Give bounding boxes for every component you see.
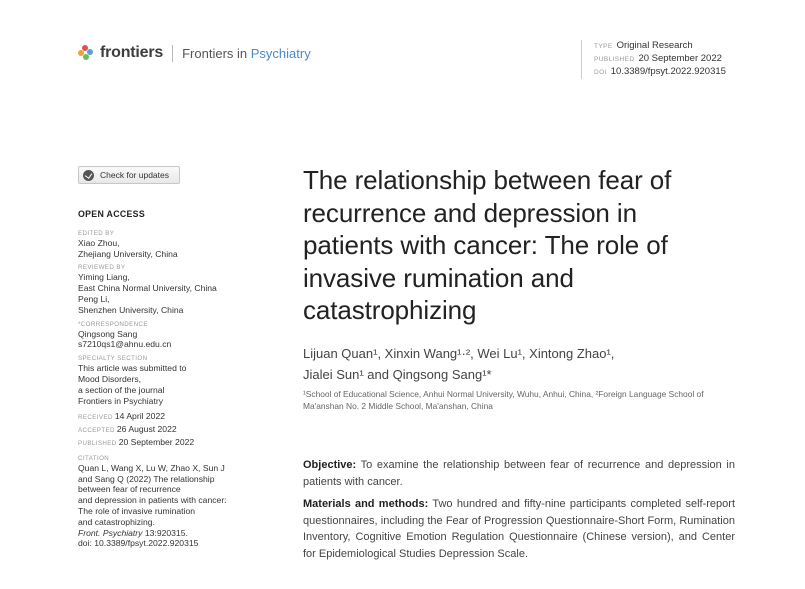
abstract-objective: Objective: To examine the relationship between fear of recurrence and depression in patients with cancer.	[303, 459, 735, 488]
citation-doi[interactable]: doi: 10.3389/fpsyt.2022.920315	[78, 538, 199, 549]
specialty-label: SPECIALTY SECTION	[78, 355, 148, 363]
edited-by-label: EDITED BY	[78, 229, 115, 237]
brand-name[interactable]: frontiers	[100, 44, 164, 61]
authors-line: Jialei Sun¹ and Qingsong Sang¹*	[303, 367, 492, 382]
authors-line: Lijuan Quan¹, Xinxin Wang¹·², Wei Lu¹, Xintong Zhao¹,	[303, 346, 615, 361]
reviewer-line: Yiming Liang,	[78, 272, 130, 283]
reviewer-line: East China Normal University, China	[78, 283, 217, 294]
citation-label: CITATION	[78, 454, 110, 462]
open-access-label: OPEN ACCESS	[78, 209, 146, 219]
reviewed-by-label: REVIEWED BY	[78, 264, 126, 272]
citation-journal-line: Front. Psychiatry 13:920315.	[78, 527, 188, 538]
specialty-line: This article was submitted to	[78, 363, 187, 374]
correspondence-name: Qingsong Sang	[78, 328, 138, 339]
article-meta	[581, 40, 726, 79]
article-title: The relationship between fear of recurrence and depression in patients with cancer: The role of invasive rumination and catastrophizing	[303, 165, 672, 325]
citation-line: between fear of recurrence	[78, 484, 181, 495]
citation-line: and catastrophizing.	[78, 516, 155, 527]
abstract-methods: Materials and methods: Two hundred and fifty-nine participants completed self-report questionnaires, including the Fear of Progression Questionnaire-Short Form, Rumination Inventory, Cognitive Emotion Regulation Questionnaire (Chinese version), and Center for Epidemiological Studies Depression Scale.	[303, 498, 735, 560]
correspondence-email[interactable]: s7210qs1@ahnu.edu.cn	[78, 339, 172, 350]
reviewer-line: Peng Li,	[78, 293, 110, 304]
edited-by-line: Zhejiang University, China	[78, 248, 178, 259]
abstract	[303, 457, 735, 568]
specialty-line: Frontiers in Psychiatry	[78, 395, 164, 406]
correspondence-label: *CORRESPONDENCE	[78, 320, 148, 328]
meta-published: PUBLISHED 20 September 2022	[594, 53, 722, 64]
check-updates-icon	[83, 170, 94, 181]
check-for-updates-button[interactable]	[78, 166, 180, 184]
meta-doi[interactable]: DOI 10.3389/fpsyt.2022.920315	[594, 66, 726, 77]
specialty-line: Mood Disorders,	[78, 373, 142, 384]
accepted-row: ACCEPTED 26 August 2022	[78, 424, 177, 435]
reviewer-line: Shenzhen University, China	[78, 304, 184, 315]
affiliations: ¹School of Educational Science, Anhui Normal University, Wuhu, Anhui, China, ²Foreign Language School of Ma'anshan No. 2 Middle School, Ma'anshan, China	[303, 389, 704, 411]
received-row: RECEIVED 14 April 2022	[78, 411, 166, 422]
journal-header	[78, 44, 311, 62]
citation-line: Quan L, Wang X, Lu W, Zhao X, Sun J	[78, 462, 225, 473]
specialty-line: a section of the journal	[78, 384, 165, 395]
check-updates-label: Check for updates	[100, 170, 169, 180]
sidebar	[78, 209, 258, 549]
citation-line: and Sang Q (2022) The relationship	[78, 473, 215, 484]
header-divider	[172, 45, 173, 62]
author-list	[303, 343, 743, 385]
meta-type: TYPE Original Research	[594, 40, 693, 51]
published-row: PUBLISHED 20 September 2022	[78, 436, 195, 447]
journal-name[interactable]: Frontiers in Psychiatry	[182, 45, 311, 61]
edited-by-line: Xiao Zhou,	[78, 237, 120, 248]
frontiers-logo-icon	[78, 45, 96, 61]
citation-line: The role of invasive rumination	[78, 505, 196, 516]
citation-line: and depression in patients with cancer:	[78, 495, 227, 506]
